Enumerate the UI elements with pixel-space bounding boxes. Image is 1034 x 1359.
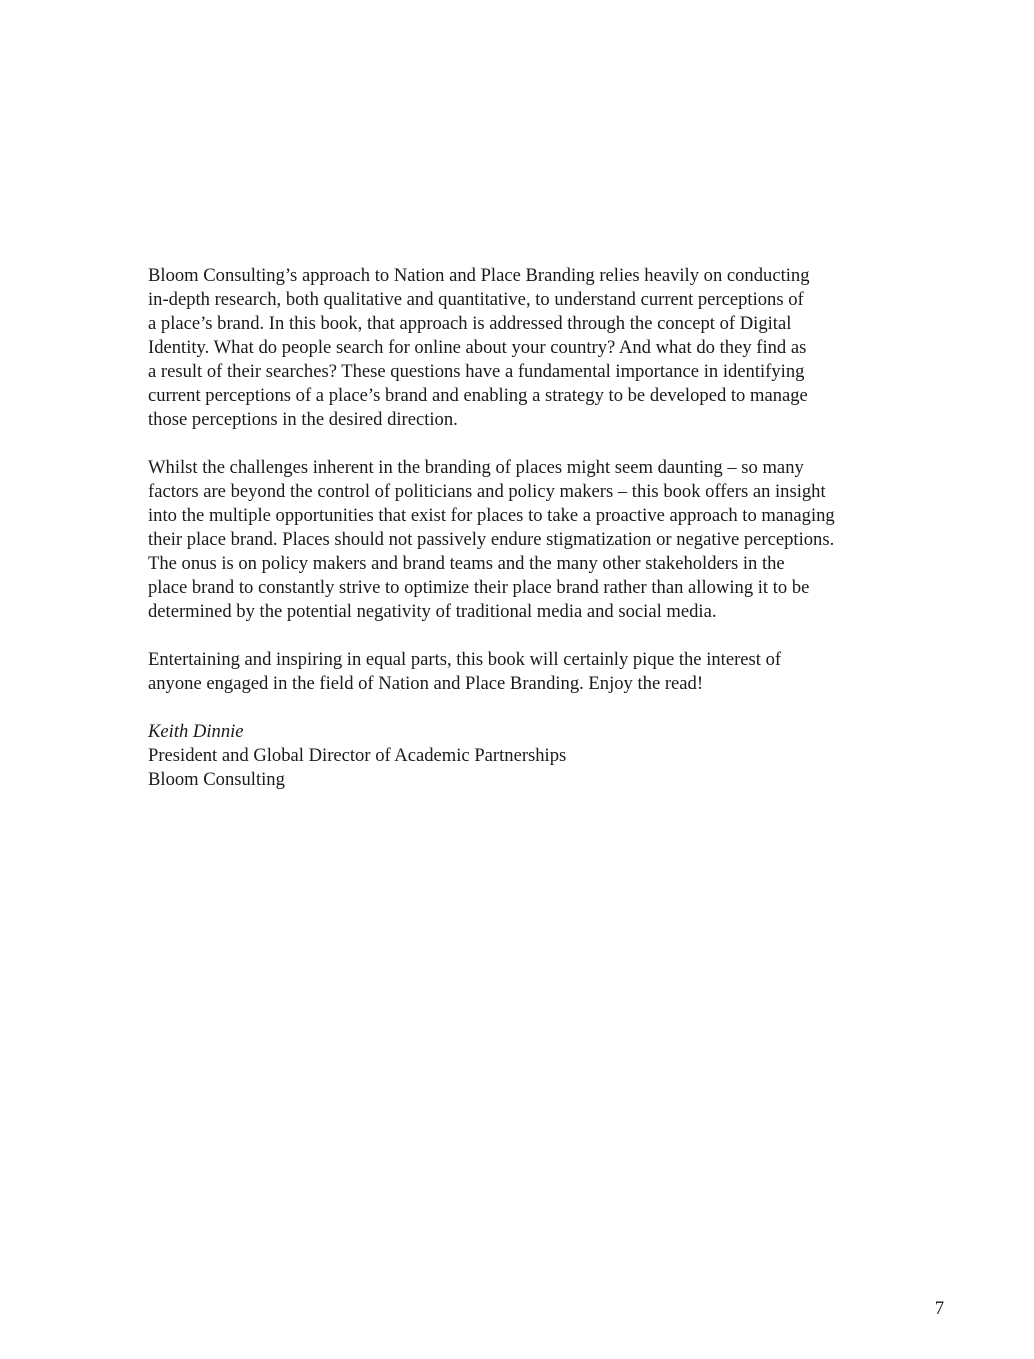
paragraph-3 <box>148 648 948 696</box>
paragraph-line: Whilst the challenges inherent in the branding of places might seem daunting – so many <box>148 457 804 478</box>
paragraph-line: The onus is on policy makers and brand teams and the many other stakeholders in the <box>148 553 785 574</box>
paragraph-2 <box>148 456 948 624</box>
paragraph-line: Entertaining and inspiring in equal parts, this book will certainly pique the interest of <box>148 649 782 670</box>
paragraph-line: Identity. What do people search for online about your country? And what do they find as <box>148 337 807 358</box>
paragraph-line: those perceptions in the desired direction. <box>148 409 458 430</box>
author-title: President and Global Director of Academic Partnerships <box>148 745 567 766</box>
paragraph-line: factors are beyond the control of politicians and policy makers – this book offers an insight <box>148 481 826 502</box>
paragraph-line: anyone engaged in the field of Nation and Place Branding. Enjoy the read! <box>148 673 704 694</box>
foreword-text <box>148 264 948 792</box>
page-number: 7 <box>934 1298 944 1319</box>
paragraph-line: determined by the potential negativity of traditional media and social media. <box>148 601 717 622</box>
signature-block <box>148 720 948 792</box>
paragraph-line: their place brand. Places should not passively endure stigmatization or negative perceptions. <box>148 529 835 550</box>
author-organization: Bloom Consulting <box>148 769 285 790</box>
paragraph-line: in-depth research, both qualitative and quantitative, to understand current perceptions of <box>148 289 804 310</box>
paragraph-1 <box>148 264 948 432</box>
author-name: Keith Dinnie <box>148 721 244 742</box>
paragraph-line: a result of their searches? These questions have a fundamental importance in identifying <box>148 361 805 382</box>
paragraph-line: Bloom Consulting’s approach to Nation and Place Branding relies heavily on conducting <box>148 265 810 286</box>
paragraph-line: current perceptions of a place’s brand and enabling a strategy to be developed to manage <box>148 385 808 406</box>
paragraph-line: into the multiple opportunities that exist for places to take a proactive approach to managing <box>148 505 835 526</box>
paragraph-line: place brand to constantly strive to optimize their place brand rather than allowing it to be <box>148 577 810 598</box>
paragraph-line: a place’s brand. In this book, that approach is addressed through the concept of Digital <box>148 313 792 334</box>
